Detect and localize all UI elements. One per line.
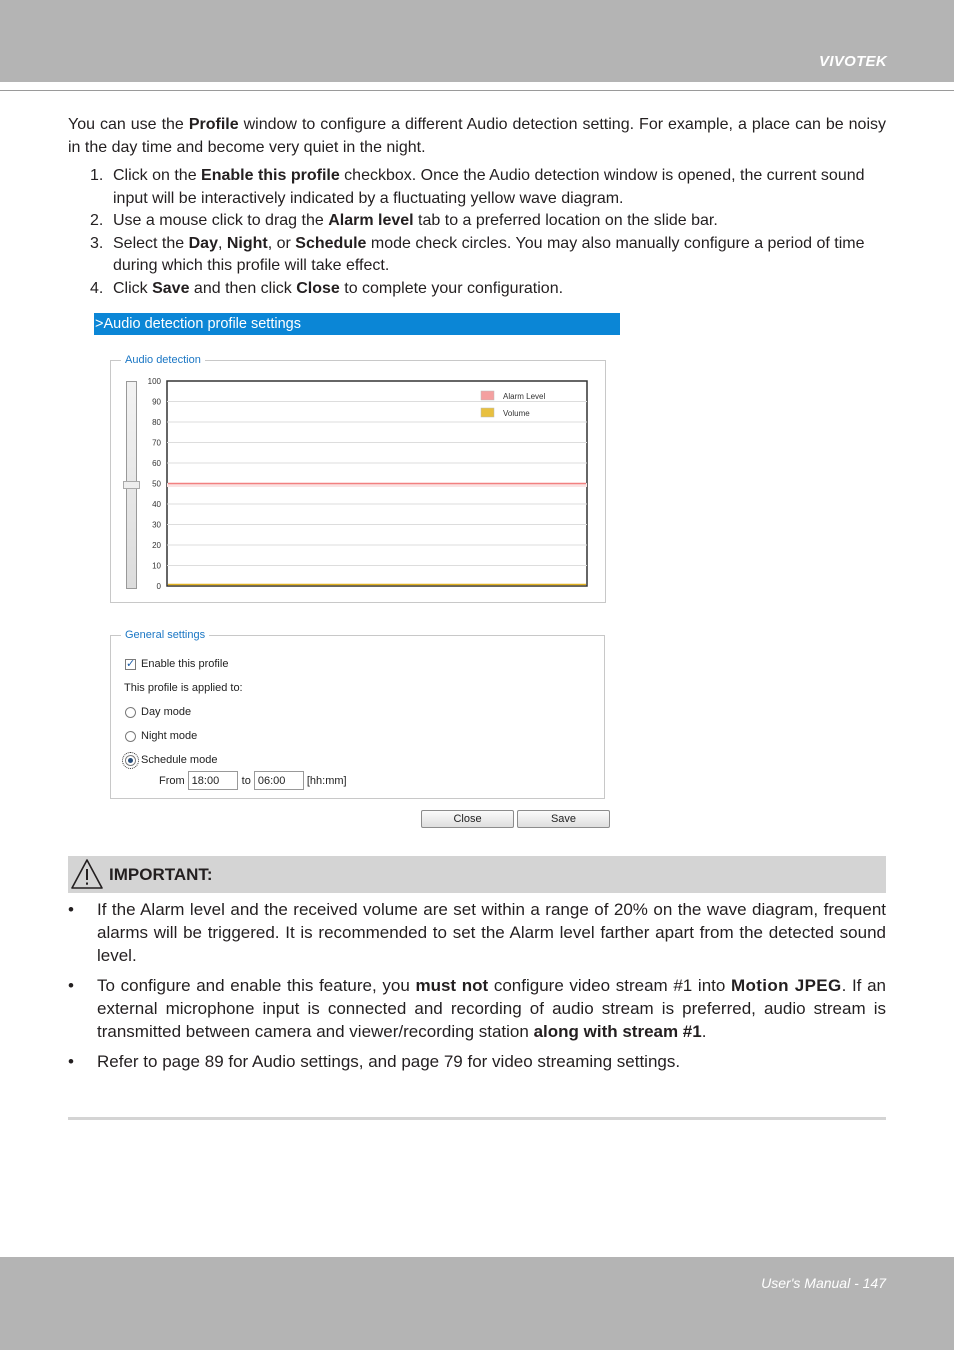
y-tick-label: 60 — [152, 459, 161, 468]
night-mode-row — [125, 730, 197, 743]
enable-profile-label: Enable this profile — [141, 658, 229, 670]
important-banner — [68, 856, 886, 893]
night-mode-label: Night mode — [141, 730, 198, 742]
step-2: 2. Use a mouse click to drag the Alarm level tab to a preferred location on the slide bar. — [90, 212, 718, 229]
y-tick-label: 40 — [152, 500, 161, 509]
to-label: to — [241, 774, 251, 787]
panel-title: >Audio detection profile settings — [94, 313, 620, 335]
audio-chart-svg — [141, 374, 601, 596]
schedule-mode-radio[interactable] — [125, 755, 136, 766]
y-tick-label: 50 — [152, 479, 161, 489]
night-mode-radio[interactable] — [125, 731, 136, 742]
y-tick-label: 30 — [152, 520, 161, 530]
note-2: • To configure and enable this feature, you must not configure video stream #1 into Motion JPEG. If an external microphone input is connected and recording of audio stream is preferred, audio stream is transmitted between camera and viewer/recording station along with stream #1. — [68, 976, 886, 1041]
section-divider — [68, 1117, 886, 1120]
day-mode-radio[interactable] — [125, 707, 136, 718]
from-label: From — [159, 774, 185, 787]
important-label: IMPORTANT: — [109, 865, 213, 884]
warning-triangle-icon — [70, 858, 104, 890]
y-tick-label: 70 — [152, 438, 161, 448]
audio-detection-legend: Audio detection — [121, 353, 205, 367]
footer-bar — [0, 1257, 954, 1350]
y-tick-label: 0 — [156, 582, 161, 591]
schedule-mode-label: Schedule mode — [141, 754, 218, 766]
legend-label: Alarm Level — [503, 392, 546, 401]
step-4: 4. Click Save and then click Close to complete your configuration. — [90, 279, 564, 297]
day-mode-label: Day mode — [141, 706, 192, 718]
note-3: • Refer to page 89 for Audio settings, and page 79 for video streaming settings. — [68, 1052, 681, 1071]
to-time-input[interactable] — [254, 771, 304, 790]
important-notes — [68, 898, 886, 1080]
enable-profile-checkbox[interactable] — [125, 659, 136, 670]
applied-to-label: This profile is applied to: — [124, 682, 243, 694]
y-tick-label: 10 — [152, 561, 161, 571]
y-tick-label: 90 — [152, 397, 161, 407]
schedule-mode-row — [125, 754, 217, 767]
brand-logo: VIVOTEK — [819, 53, 887, 70]
legend-swatch — [481, 408, 494, 417]
general-settings-legend: General settings — [121, 628, 209, 642]
audio-detection-group — [110, 354, 606, 603]
step-3: 3. Select the Day, Night, or Schedule mode check circles. You may also manually configure a period of time during which this profile will take effect. — [90, 234, 865, 274]
note-1: • If the Alarm level and the received volume are set within a range of 20% on the wave diagram, frequent alarms will be triggered. It is recommended to set the Alarm level farther apart from the detected sound level. — [68, 900, 886, 965]
enable-profile-row — [125, 658, 228, 671]
save-button[interactable]: Save — [517, 810, 610, 828]
schedule-time-row — [159, 771, 347, 790]
y-tick-label: 20 — [152, 541, 161, 550]
audio-profile-screenshot — [94, 313, 620, 833]
step-1: 1. Click on the Enable this profile checkbox. Once the Audio detection window is opened, the current sound input will be interactively indicated by a fluctuating yellow wave diagram. — [90, 167, 865, 207]
legend-label: Volume — [503, 409, 530, 418]
header-bar — [0, 0, 954, 82]
page-number: User's Manual - 147 — [761, 1275, 886, 1291]
day-mode-row — [125, 706, 191, 719]
header-divider — [0, 90, 954, 91]
close-button[interactable]: Close — [421, 810, 514, 828]
from-time-input[interactable] — [188, 771, 238, 790]
alarm-level-handle[interactable] — [123, 481, 140, 489]
y-tick-label: 80 — [152, 418, 161, 427]
intro-paragraph: You can use the Profile window to configure a different Audio detection setting. For example, a place can be noisy in the day time and become very quiet in the night. — [68, 116, 887, 156]
audio-chart — [141, 374, 601, 596]
y-tick-label: 100 — [147, 377, 161, 386]
time-format-label: [hh:mm] — [306, 774, 347, 787]
legend-swatch — [481, 391, 494, 400]
instruction-steps — [68, 165, 886, 300]
general-settings-group — [110, 629, 605, 799]
